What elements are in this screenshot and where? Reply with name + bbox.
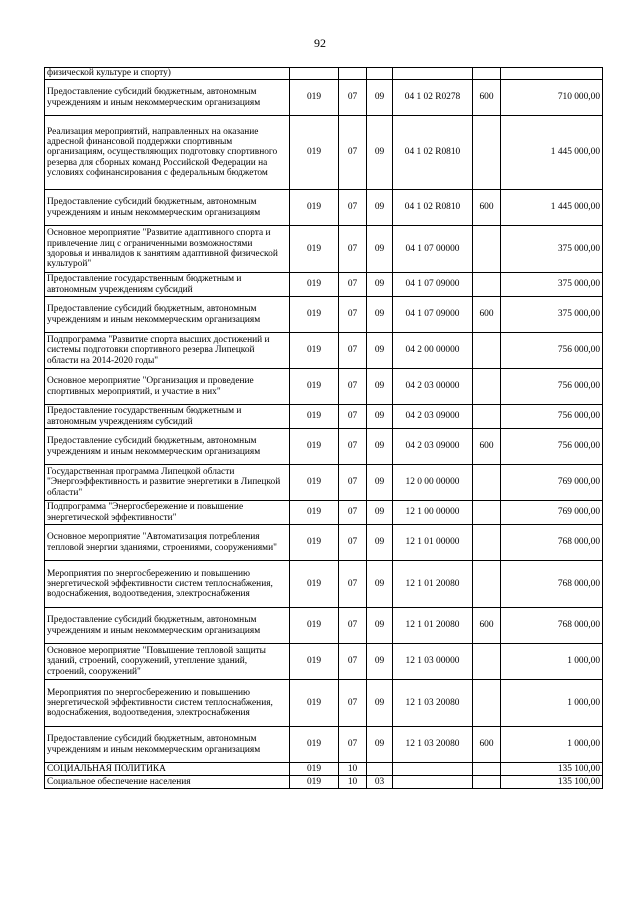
row-amount-cell: 1 445 000,00	[501, 116, 603, 190]
row-target-article-cell: 04 1 02 R0278	[393, 80, 473, 116]
row-grbs-cell: 019	[290, 763, 339, 776]
row-grbs-cell: 019	[290, 429, 339, 465]
row-section-cell: 07	[339, 608, 367, 644]
row-subsection-cell: 09	[367, 429, 393, 465]
row-amount-cell: 769 000,00	[501, 465, 603, 501]
row-name-cell: Государственная программа Липецкой области "Энергоэффективность и развитие энергетики в Липецкой области"	[45, 465, 290, 501]
row-expense-type-cell	[473, 680, 501, 727]
row-grbs-cell: 019	[290, 465, 339, 501]
row-section-cell: 07	[339, 501, 367, 525]
row-expense-type-cell	[473, 226, 501, 273]
row-name-cell: Предоставление государственным бюджетным и автономным учреждениям субсидий	[45, 273, 290, 297]
row-amount-cell: 768 000,00	[501, 608, 603, 644]
row-expense-type-cell: 600	[473, 429, 501, 465]
row-amount-cell: 1 000,00	[501, 680, 603, 727]
row-expense-type-cell	[473, 68, 501, 80]
row-amount-cell: 1 445 000,00	[501, 190, 603, 226]
row-section-cell: 07	[339, 190, 367, 226]
row-amount-cell: 710 000,00	[501, 80, 603, 116]
row-subsection-cell	[367, 68, 393, 80]
table-row	[45, 68, 603, 80]
row-section-cell: 07	[339, 273, 367, 297]
row-target-article-cell: 12 1 03 00000	[393, 644, 473, 680]
row-target-article-cell: 12 0 00 00000	[393, 465, 473, 501]
row-subsection-cell: 09	[367, 501, 393, 525]
row-section-cell: 07	[339, 465, 367, 501]
row-grbs-cell: 019	[290, 226, 339, 273]
table-row	[45, 297, 603, 333]
row-subsection-cell: 09	[367, 525, 393, 561]
row-name-cell: Предоставление субсидий бюджетным, автономным учреждениям и иным некоммерческим организациям	[45, 429, 290, 465]
row-grbs-cell: 019	[290, 525, 339, 561]
row-grbs-cell: 019	[290, 608, 339, 644]
row-target-article-cell	[393, 68, 473, 80]
row-expense-type-cell: 600	[473, 190, 501, 226]
row-grbs-cell: 019	[290, 680, 339, 727]
row-target-article-cell: 04 2 00 00000	[393, 333, 473, 369]
row-target-article-cell: 12 1 01 20080	[393, 608, 473, 644]
row-target-article-cell: 04 2 03 09000	[393, 405, 473, 429]
budget-table	[44, 67, 603, 789]
row-amount-cell	[501, 68, 603, 80]
row-grbs-cell: 019	[290, 501, 339, 525]
row-name-cell: Основное мероприятие "Развитие адаптивного спорта и привлечение лиц с ограниченными возможностями здоровья и инвалидов к занятиям адаптивной физической культурой"	[45, 226, 290, 273]
table-row	[45, 776, 603, 789]
row-name-cell: Мероприятия по энергосбережению и повышению энергетической эффективности систем теплоснабжения, водоснабжения, водоотведения, электроснабжения	[45, 561, 290, 608]
row-expense-type-cell: 600	[473, 297, 501, 333]
row-amount-cell: 756 000,00	[501, 405, 603, 429]
row-name-cell: Основное мероприятие "Автоматизация потребления тепловой энергии зданиями, строениями, сооружениями"	[45, 525, 290, 561]
row-subsection-cell: 09	[367, 465, 393, 501]
table-row	[45, 190, 603, 226]
row-grbs-cell	[290, 68, 339, 80]
row-target-article-cell: 12 1 01 00000	[393, 525, 473, 561]
table-row	[45, 680, 603, 727]
row-name-cell: Предоставление субсидий бюджетным, автономным учреждениям и иным некоммерческим организациям	[45, 608, 290, 644]
row-subsection-cell: 09	[367, 333, 393, 369]
row-amount-cell: 769 000,00	[501, 501, 603, 525]
row-grbs-cell: 019	[290, 80, 339, 116]
row-name-cell: Предоставление субсидий бюджетным, автономным учреждениям и иным некоммерческим организациям	[45, 190, 290, 226]
row-section-cell: 10	[339, 763, 367, 776]
table-row	[45, 116, 603, 190]
table-row	[45, 80, 603, 116]
row-amount-cell: 375 000,00	[501, 273, 603, 297]
row-grbs-cell: 019	[290, 273, 339, 297]
row-subsection-cell: 09	[367, 405, 393, 429]
row-section-cell: 07	[339, 369, 367, 405]
row-subsection-cell: 09	[367, 297, 393, 333]
row-subsection-cell	[367, 763, 393, 776]
row-expense-type-cell	[473, 525, 501, 561]
row-expense-type-cell	[473, 776, 501, 789]
table-row	[45, 763, 603, 776]
row-subsection-cell: 09	[367, 116, 393, 190]
row-target-article-cell: 12 1 03 20080	[393, 680, 473, 727]
row-subsection-cell: 03	[367, 776, 393, 789]
row-section-cell: 07	[339, 333, 367, 369]
row-subsection-cell: 09	[367, 727, 393, 763]
row-expense-type-cell	[473, 501, 501, 525]
row-target-article-cell: 04 2 03 00000	[393, 369, 473, 405]
row-amount-cell: 756 000,00	[501, 429, 603, 465]
table-row	[45, 644, 603, 680]
row-amount-cell: 756 000,00	[501, 369, 603, 405]
row-section-cell: 07	[339, 297, 367, 333]
row-amount-cell: 1 000,00	[501, 727, 603, 763]
row-subsection-cell: 09	[367, 273, 393, 297]
row-amount-cell: 1 000,00	[501, 644, 603, 680]
row-section-cell: 07	[339, 80, 367, 116]
page-number: 92	[314, 36, 326, 50]
row-target-article-cell: 12 1 01 20080	[393, 561, 473, 608]
table-row	[45, 369, 603, 405]
row-expense-type-cell	[473, 116, 501, 190]
row-subsection-cell: 09	[367, 608, 393, 644]
row-target-article-cell: 04 1 07 09000	[393, 297, 473, 333]
row-grbs-cell: 019	[290, 190, 339, 226]
row-section-cell: 07	[339, 405, 367, 429]
row-expense-type-cell	[473, 405, 501, 429]
row-expense-type-cell: 600	[473, 727, 501, 763]
row-target-article-cell: 04 1 02 R0810	[393, 116, 473, 190]
row-target-article-cell: 04 2 03 09000	[393, 429, 473, 465]
row-grbs-cell: 019	[290, 369, 339, 405]
row-grbs-cell: 019	[290, 297, 339, 333]
row-subsection-cell: 09	[367, 226, 393, 273]
row-section-cell: 07	[339, 680, 367, 727]
row-section-cell: 07	[339, 644, 367, 680]
row-expense-type-cell	[473, 465, 501, 501]
row-section-cell: 10	[339, 776, 367, 789]
row-target-article-cell: 04 1 07 00000	[393, 226, 473, 273]
row-subsection-cell: 09	[367, 561, 393, 608]
table-row	[45, 525, 603, 561]
row-grbs-cell: 019	[290, 644, 339, 680]
row-section-cell: 07	[339, 727, 367, 763]
row-name-cell: СОЦИАЛЬНАЯ ПОЛИТИКА	[45, 763, 290, 776]
row-target-article-cell: 12 1 00 00000	[393, 501, 473, 525]
row-expense-type-cell	[473, 273, 501, 297]
table-row	[45, 608, 603, 644]
row-name-cell: Основное мероприятие "Организация и проведение спортивных мероприятий, и участие в них"	[45, 369, 290, 405]
table-row	[45, 273, 603, 297]
row-amount-cell: 375 000,00	[501, 226, 603, 273]
row-name-cell: Подпрограмма "Развитие спорта высших достижений и системы подготовки спортивного резерва Липецкой области на 2014-2020 годы"	[45, 333, 290, 369]
row-amount-cell: 375 000,00	[501, 297, 603, 333]
row-section-cell: 07	[339, 561, 367, 608]
row-target-article-cell: 04 1 02 R0810	[393, 190, 473, 226]
row-section-cell: 07	[339, 116, 367, 190]
row-target-article-cell: 12 1 03 20080	[393, 727, 473, 763]
row-expense-type-cell: 600	[473, 80, 501, 116]
row-expense-type-cell	[473, 333, 501, 369]
row-grbs-cell: 019	[290, 561, 339, 608]
row-expense-type-cell: 600	[473, 608, 501, 644]
row-grbs-cell: 019	[290, 333, 339, 369]
row-name-cell: Предоставление субсидий бюджетным, автономным учреждениям и иным некоммерческим организациям	[45, 297, 290, 333]
row-section-cell: 07	[339, 525, 367, 561]
row-amount-cell: 135 100,00	[501, 763, 603, 776]
row-name-cell: Предоставление государственным бюджетным и автономным учреждениям субсидий	[45, 405, 290, 429]
row-expense-type-cell	[473, 763, 501, 776]
table-row	[45, 561, 603, 608]
table-row	[45, 501, 603, 525]
row-name-cell: Мероприятия по энергосбережению и повышению энергетической эффективности систем теплоснабжения, водоснабжения, водоотведения, электроснабжения	[45, 680, 290, 727]
row-amount-cell: 768 000,00	[501, 525, 603, 561]
table-row	[45, 429, 603, 465]
row-target-article-cell	[393, 776, 473, 789]
row-name-cell: Подпрограмма "Энергосбережение и повышение энергетической эффективности"	[45, 501, 290, 525]
row-subsection-cell: 09	[367, 369, 393, 405]
row-expense-type-cell	[473, 561, 501, 608]
table-body	[45, 68, 603, 789]
row-amount-cell: 135 100,00	[501, 776, 603, 789]
row-amount-cell: 768 000,00	[501, 561, 603, 608]
table-row	[45, 405, 603, 429]
row-name-cell: Социальное обеспечение населения	[45, 776, 290, 789]
row-grbs-cell: 019	[290, 405, 339, 429]
row-name-cell: физической культуре и спорту)	[45, 68, 290, 80]
row-name-cell: Реализация мероприятий, направленных на оказание адресной финансовой поддержки спортивным организациям, осуществляющих подготовку спортивного резерва для сборных команд Российской Федерации на условиях софинансирования с федеральным бюджетом	[45, 116, 290, 190]
row-name-cell: Основное мероприятие "Повышение тепловой защиты зданий, строений, сооружений, утепление зданий, строений, сооружений"	[45, 644, 290, 680]
row-grbs-cell: 019	[290, 116, 339, 190]
row-section-cell: 07	[339, 226, 367, 273]
row-target-article-cell: 04 1 07 09000	[393, 273, 473, 297]
row-subsection-cell: 09	[367, 190, 393, 226]
table-row	[45, 333, 603, 369]
row-expense-type-cell	[473, 644, 501, 680]
row-subsection-cell: 09	[367, 680, 393, 727]
row-name-cell: Предоставление субсидий бюджетным, автономным учреждениям и иным некоммерческим организациям	[45, 80, 290, 116]
table-row	[45, 465, 603, 501]
row-section-cell: 07	[339, 429, 367, 465]
row-grbs-cell: 019	[290, 727, 339, 763]
row-subsection-cell: 09	[367, 644, 393, 680]
table-row	[45, 727, 603, 763]
row-section-cell	[339, 68, 367, 80]
row-subsection-cell: 09	[367, 80, 393, 116]
row-name-cell: Предоставление субсидий бюджетным, автономным учреждениям и иным некоммерческим организациям	[45, 727, 290, 763]
row-expense-type-cell	[473, 369, 501, 405]
row-target-article-cell	[393, 763, 473, 776]
row-grbs-cell: 019	[290, 776, 339, 789]
table-row	[45, 226, 603, 273]
row-amount-cell: 756 000,00	[501, 333, 603, 369]
